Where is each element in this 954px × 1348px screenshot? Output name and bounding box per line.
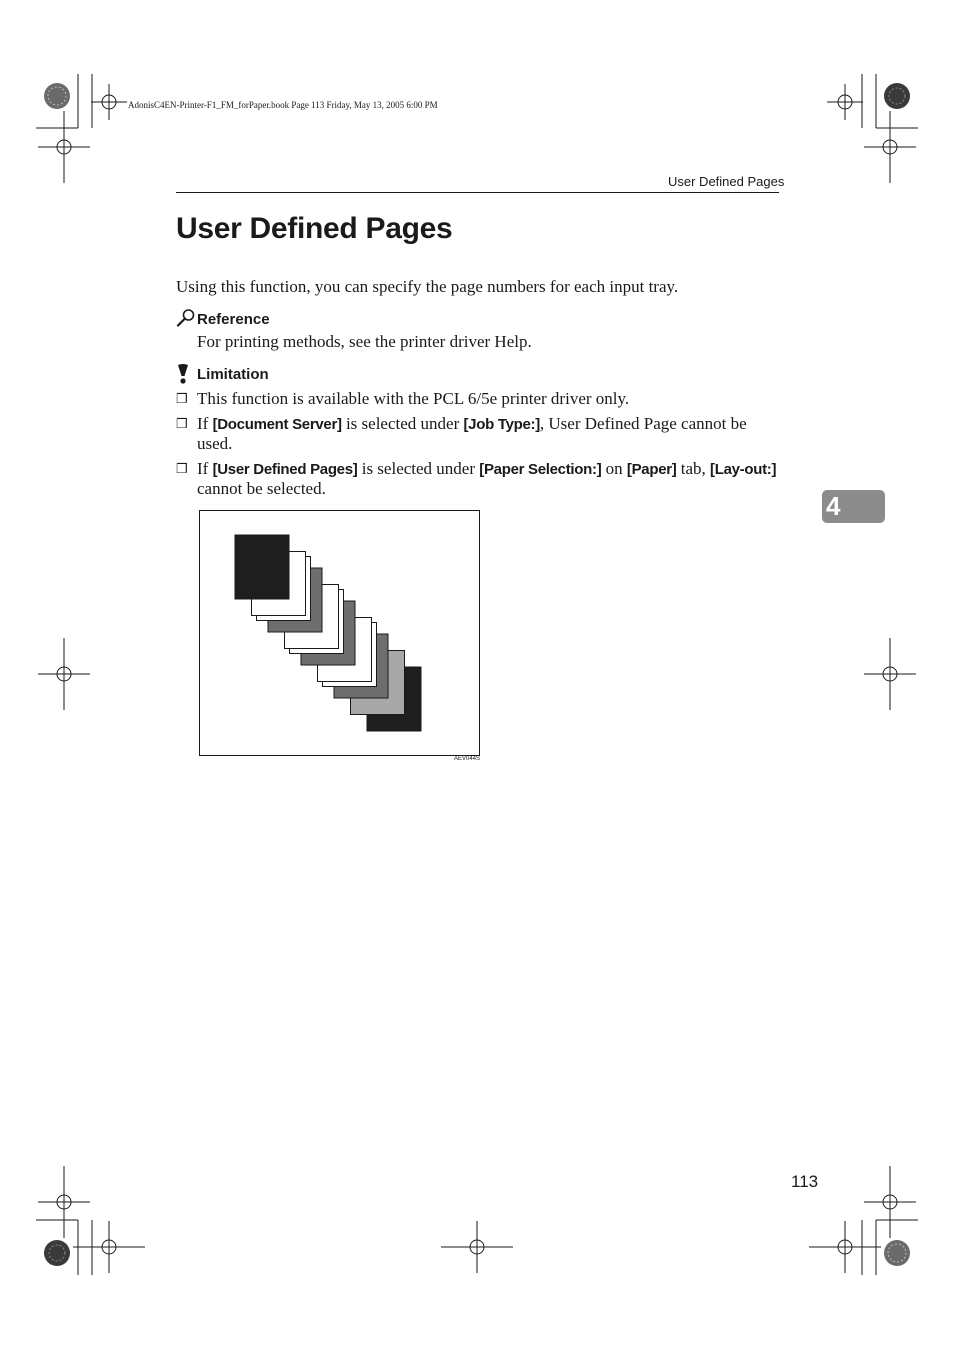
file-info: AdonisC4EN-Printer-F1_FM_forPaper.book Page 113 Friday, May 13, 2005 6:00 PM — [128, 100, 438, 110]
header-rule — [176, 192, 779, 193]
limitation-heading: Limitation — [197, 366, 269, 383]
page-sheet — [235, 535, 289, 599]
checkbox-bullet-icon: ❒ — [176, 461, 188, 476]
ui-label-paper: [Paper] — [626, 461, 677, 478]
reference-text: For printing methods, see the printer driver Help. — [197, 332, 532, 351]
checkbox-bullet-icon: ❒ — [176, 416, 188, 431]
ui-label-user-defined-pages: [User Defined Pages] — [212, 461, 358, 478]
intro-paragraph: Using this function, you can specify the page numbers for each input tray. — [176, 277, 679, 296]
ui-label-document-server: [Document Server] — [212, 416, 342, 433]
chapter-number: 4 — [826, 491, 841, 521]
reference-heading: Reference — [197, 311, 270, 328]
ui-label-layout: [Lay-out:] — [710, 461, 777, 478]
limitation-item-1: This function is available with the PCL 6/5e printer driver only. — [197, 389, 630, 408]
figure-code: AEV044S — [454, 756, 481, 762]
page-title: User Defined Pages — [176, 212, 453, 245]
running-header-title: User Defined Pages — [668, 174, 785, 189]
page-number: 113 — [791, 1172, 819, 1191]
exclamation-icon — [176, 363, 190, 385]
limitation-item-3: If [User Defined Pages] is selected under [Paper Selection:] on [Paper] tab, [Lay-out:] cannot be selected. — [197, 459, 777, 498]
limitation-item-2: If [Document Server] is selected under [Job Type:], User Defined Page cannot be used. — [197, 414, 747, 453]
illustration-frame — [199, 510, 480, 756]
checkbox-bullet-icon: ❒ — [176, 391, 188, 406]
ui-label-paper-selection: [Paper Selection:] — [479, 461, 602, 478]
stacked-pages-illustration — [200, 511, 479, 755]
magnifier-icon — [176, 308, 196, 328]
ui-label-job-type: [Job Type:] — [463, 416, 540, 433]
